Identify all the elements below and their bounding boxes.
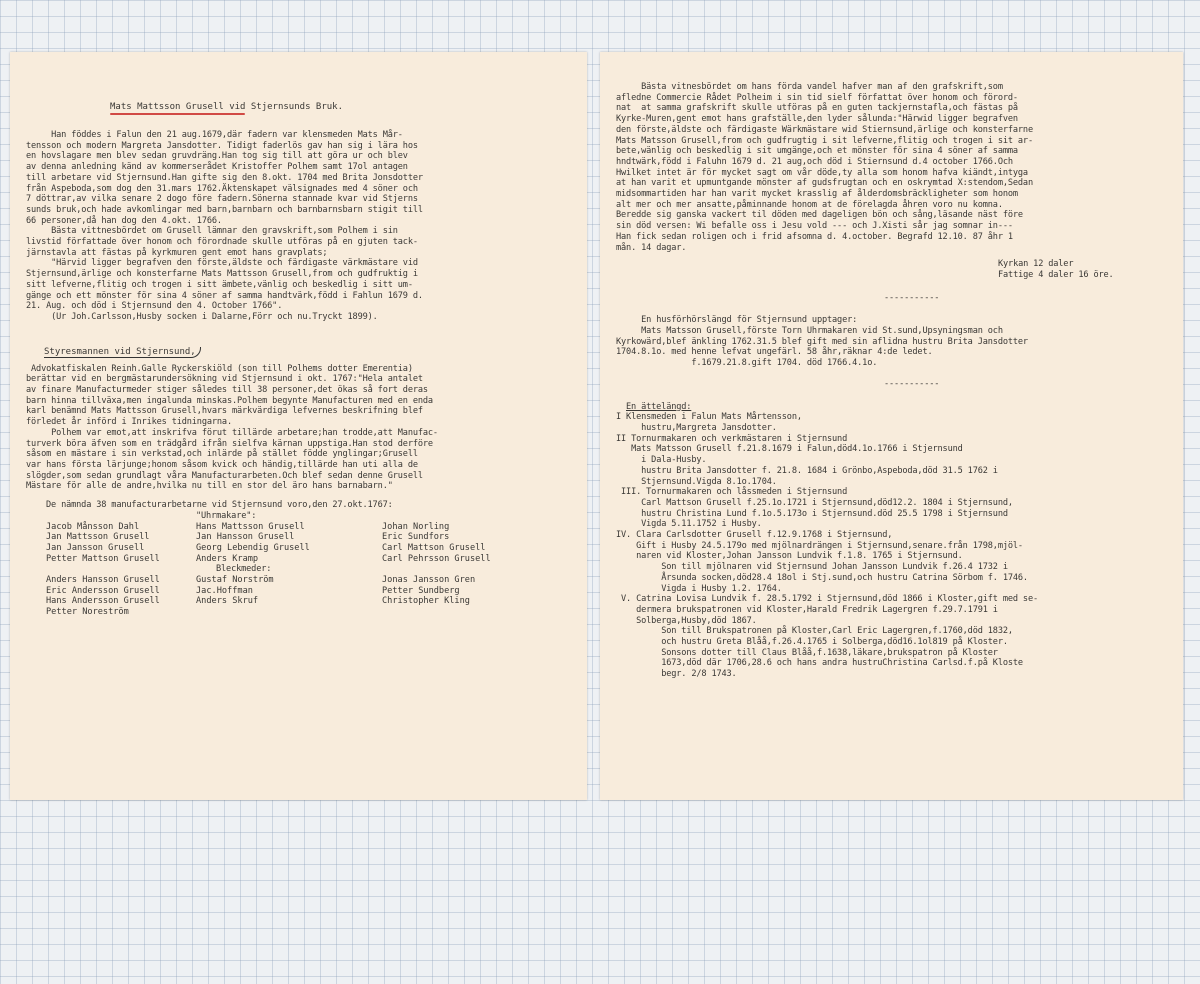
divider-1: ----------- [884,292,940,303]
bleckmeder-col-3: Jonas Jansson Gren Petter Sundberg Christopher Kling [382,575,476,607]
signature-line-1: Kyrkan 12 daler [998,259,1074,270]
document-title: Mats Mattsson Grusell vid Stjernsunds Bruk. [110,102,343,112]
bleckmeder-label: Bleckmeder: [216,564,272,575]
workers-list-intro: De nämnda 38 manufacturarbetarne vid Stjernsund voro,den 27.okt.1767: [46,500,393,511]
right-document-page [600,52,1183,800]
bleckmeder-col-1: Anders Hansson Grusell Eric Andersson Grusell Hans Andersson Grusell Petter Noreström [46,575,160,618]
uhrmakare-col-3: Johan Norling Eric Sundfors Carl Mattson Grusell Carl Pehrsson Grusell [382,521,491,564]
bleckmeder-columns [46,575,577,618]
uhrmakare-columns [46,522,577,565]
biography-paragraph: Han föddes i Falun den 21 aug.1679,där fadern var klensmeden Mats Mår- tensson och modern Margreta Jansdotter. Tidigt faderlös gav han sig i lära hos en hovslagare men blev sedan gruvdräng.Han tog sig till att göra ur och blev av denna anledning känd av kommerserådet Kristoffer Polhem samt 17ol antagen till arbetare vid Stjernsund.Han gifte sig den 8.okt. 1704 med Brita Jonsdotter från Aspeboda,som dog den 31.mars 1762.Äktenskapet välsignades med 4 söner och 7 döttrar,av vilka senare 2 dogo före fadern.Sönerna stannade kvar vid Stjerns sunds bruk,och hade avkomlingar med barn,barnbarn och barnbarnsbarn stigit till 66 personer,då han dog den 4.okt. 1766. Bästa vittnesbördet om Grusell lämnar den gravskrift,som Polhem i sin livstid författade över honom och förordnade skulle utföras på en gjuten tack- järnstavla att fästas på kyrkmuren gent emot hans gravplats; "Härvid ligger begrafven den förste,äldste och färdigaste värkmästare vid Stjernsund,ärlige och konsterfarne Mats Mattsson Grusell,from och gudfruktig i sitt lefverne,flitig och trogen i sitt ämbete,vänlig och beskedlig i sitt um- gänge och ett mönster för sina 4 söner af samma handtvärk,född i Fahlun 1679 d. 21. Aug. och död i Stjernsund den 4. October 1766". (Ur Joh.Carlsson,Husby socken i Dalarne,Förr och nu.Tryckt 1899). [26,130,423,322]
epitaph-paragraph: Bästa vitnesbördet om hans förda vandel hafver man af den grafskrift,som afledne Commercie Rådet Polheim i sin tid sielf författat över honom och förord- nat at samma grafskrift skulle utföras på en guten tackjernstafla,och fästas på Kyrke-Muren,gent emot hans grafställe,den lyder sålunda:"Härwid ligger begrafven den förste,äldste och färdigaste Wärkmästare wid Stiernsund,ärlige och konsterfarne Mats Matsson Grusell,from och gudfrugtig i sit lefverne,flitig och trogen i sit ar- bete,wänlig och beskedlig i sit umgänge,och et mönster för sina 4 söner af samma hndtwärk,född i Faluhn 1679 d. 21 aug,och död i Stiernsund d.4 october 1766.Och Hwilket intet är för mycket sagt om vår döde,ty alla som honom hafva kiändt,intyga at han varit et upmuntgande mönster af gudsfrugtan och en oskrymtad X:stendom,Sedan midsommartiden har han varit mycket krasslig af ålderdomsbräckligheter som honom alt mer och mer ansatte,påminnande honom at de förelagda åhren voro nu komna. Beredde sig ganska vackert til döden med dageligen bön och sång,läsande näst före sin död versen: Wi befalle oss i Jesu vold --- och J.Xisti sår jag somnar in--- Han fick sedan roligen och i frid afsomna d. 4.october. Begrafd 12.10. 87 åhr 1 mån. 14 dagar. [616,82,1033,253]
report-paragraph: Advokatfiskalen Reinh.Galle Ryckerskiöld (son till Polhems dotter Emerentia) berättar vid en bergmästarundersökning vid Stjernsund i okt. 1767:"Hela antalet av finare Manufacturmeder stiger således till 38 personer,det ökas så fort deras barn hinna tillväxa,men ingalunda minskas.Polhem begynte Manufacturen med en enda karl benämnd Mats Mattsson Grusell,hvars märkvärdiga lefvernes beskrifning blef förledet år införd i Inrikes tidningarna. Polhem var emot,att inskrifva förut tillärde arbetare;han trodde,att Manufac- turverk böra äfven som en trädgård ifrån sielfva kärnan uppstiga.Han stod derföre såsom en mästare i sin verkstad,och inlärde på stället födde ynglingar;Grusell var hans första lärjunge;honom såsom kvick och händig,tillärde han uti alla de slögder,som sedan grundlagt våra Manufacturarbeten.Och blef sedan denne Grusell Mästare för alle de andre,hvilka nu till en stor del äro hans barnabarn." [26,363,438,492]
divider-2: ----------- [884,378,940,389]
section-subtitle: Styresmannen vid Stjernsund, [44,347,201,358]
red-underline-mark [110,113,245,115]
signature-line-2: Fattige 4 daler 16 öre. [998,269,1114,280]
uhrmakare-col-2: Hans Mattsson Grusell Jan Hansson Grusell Georg Lebendig Grusell Anders Kramp [196,521,310,564]
genealogy-title: En ättelängd: [626,401,692,412]
uhrmakare-col-1: Jacob Månsson Dahl Jan Mattsson Grusell Jan Jansson Grusell Petter Mattson Grusell [46,521,160,564]
bleckmeder-col-2: Gustaf Norström Jac.Hoffman Anders Skruf [196,575,274,607]
genealogy-list: I Klensmeden i Falun Mats Mårtensson, hustru,Margreta Jansdotter. II Tornurmakaren och verkmästaren i Stjernsund Mats Matsson Grusell f.21.8.1679 i Falun,död4.1o.1766 i Stjernsund i Dala-Husby. hustru Brita Jansdotter f. 21.8. 1684 i Grönbo,Aspeboda,död 31.5 1762 i Stjernsund.Vigda 8.1o.1704. III. Tornurmakaren och låssmeden i Stjernsund Carl Mattson Grusell f.25.1o.1721 i Stjernsund,död12.2. 1804 i Stjernsund, hustru Christina Lund f.1o.5.173o i Stjernsund.död 25.5 1798 i Stjernsund Vigda 5.11.1752 i Husby. IV. Clara Carlsdotter Grusell f.12.9.1768 i Stjernsund, Gift i Husby 24.5.179o med mjölnardrängen i Stjernsund,senare.från 1798,mjöl- naren vid Kloster,Johan Jansson Lundvik f.1.8. 1765 i Stjernsund. Son till mjölnaren vid Stjernsund Johan Jansson Lundvik f.26.4 1732 i Årsunda socken,död28.4 18ol i Stj.sund,och hustru Catrina Sörbom f. 1746. Vigda i Husby 1.2. 1764. V. Catrina Lovisa Lundvik f. 28.5.1792 i Stjernsund,död 1866 i Kloster,gift med se- dermera brukspatronen vid Kloster,Harald Fredrik Lagergren f.29.7.1791 i Solberga,Husby,död 1867. Son till Brukspatronen på Kloster,Carl Eric Lagergren,f.1760,död 1832, och hustru Greta Blåå,f.26.4.1765 i Solberga,död16.1ol819 på Kloster. Sonsons dotter till Claus Blåå,f.1638,läkare,brukspatron på Kloster 1673,död där 1706,28.6 och hans andra hustruChristina Carlsd.f.på Kloste begr. 2/8 1743. [616,412,1039,680]
left-document-page [10,52,587,800]
household-record-paragraph: En husförhörslängd för Stjernsund upptager: Mats Matsson Grusell,förste Torn Uhrmakaren vid St.sund,Upsyningsman och Kyrkowärd,blef änkling 1762.31.5 blef gift med sin aflidna hustru Brita Jansdotter 1704.8.1o. med henne lefvat ungefärl. 58 åhr,räknar 4:de ledet. f.1679.21.8.gift 1704. död 1766.4.1o. [616,315,1028,369]
uhrmakare-label: "Uhrmakare": [196,510,257,521]
